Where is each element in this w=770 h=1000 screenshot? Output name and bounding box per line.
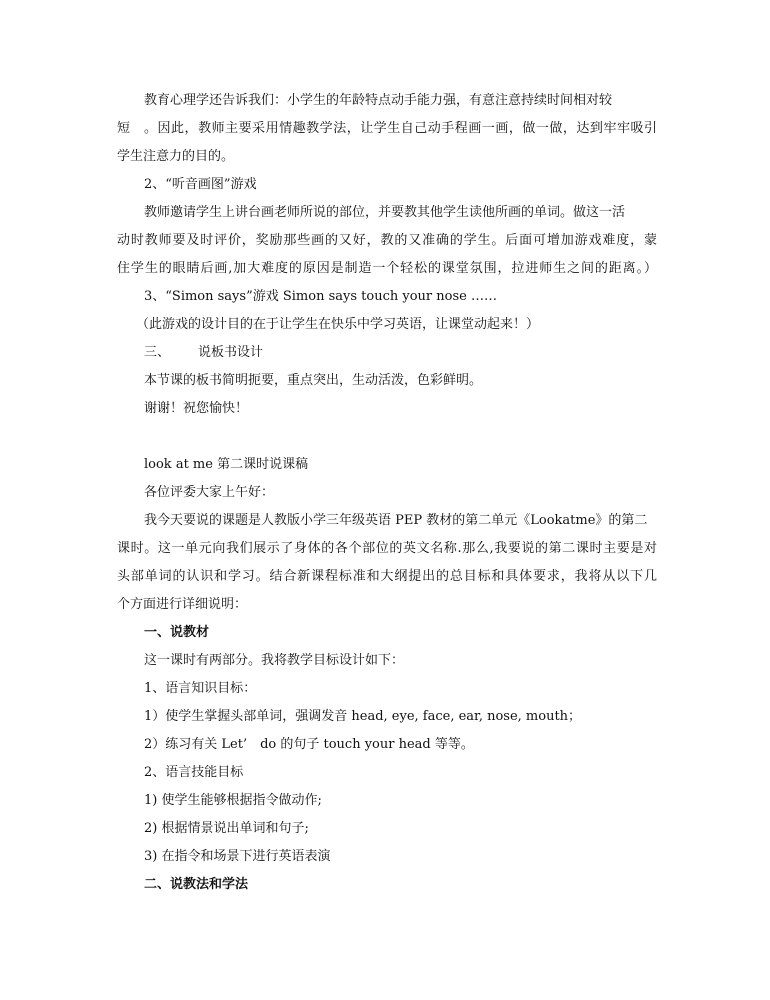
list-item: 1）使学生掌握头部单词，强调发音 head, eye, face, ear, nose, mouth； <box>144 709 582 724</box>
section-heading: 3、“Simon says”游戏 Simon says touch your nose …… <box>144 289 497 304</box>
section-heading: 2、“听音画图”游戏 <box>144 177 257 192</box>
section-heading: 一、说教材 <box>144 625 210 640</box>
section-number: 三、 <box>144 345 171 360</box>
paragraph-line: 这一课时有两部分。我将教学目标设计如下： <box>144 653 405 668</box>
paragraph-line: 学生注意力的目的。 <box>117 149 235 164</box>
greeting-line: 各位评委大家上午好： <box>144 485 275 500</box>
paragraph-line: 头部单词的认识和学习。结合新课程标准和大纲提出的总目标和具体要求，我将从以下几 <box>117 569 657 584</box>
section-title: 说板书设计 <box>198 345 264 360</box>
paragraph-line: 动时教师要及时评价，奖励那些画的又好，教的又准确的学生。后面可增加游戏难度，蒙 <box>117 233 657 248</box>
paragraph-line: 课时。这一单元向我们展示了身体的各个部位的英文名称.那么,我要说的第二课时主要是对 <box>117 541 657 556</box>
list-item: 1) 使学生能够根据指令做动作; <box>144 793 322 808</box>
section-heading: 二、说教法和学法 <box>144 877 249 892</box>
paragraph-line: 我今天要说的课题是人教版小学三年级英语 PEP 教材的第二单元《Lookatme》的第二 <box>144 513 648 528</box>
document-title: look at me 第二课时说课稿 <box>144 457 309 472</box>
paragraph-line: （此游戏的设计目的在于让学生在快乐中学习英语，让课堂动起来！） <box>136 317 540 332</box>
paragraph-line: 本节课的板书简明扼要，重点突出，生动活泼，色彩鲜明。 <box>144 373 483 388</box>
paragraph-line: 住学生的眼睛后画,加大难度的原因是制造一个轻松的课堂氛围，拉进师生之间的距离。） <box>117 261 657 276</box>
list-heading: 1、语言知识目标： <box>144 681 257 696</box>
list-item: 2）练习有关 Let’ do 的句子 touch your head 等等。 <box>144 737 474 752</box>
list-item: 2) 根据情景说出单词和句子; <box>144 821 309 836</box>
closing-line: 谢谢！祝您愉快！ <box>144 401 249 416</box>
list-heading: 2、语言技能目标 <box>144 765 244 780</box>
paragraph-line: 个方面进行详细说明： <box>117 597 248 612</box>
section-heading <box>144 344 689 362</box>
paragraph-line: 教育心理学还告诉我们：小学生的年龄特点动手能力强，有意注意持续时间相对较 <box>144 93 613 108</box>
paragraph-line: 短 。因此，教师主要采用情趣教学法，让学生自己动手程画一画，做一做，达到牢牢吸引 <box>117 121 657 136</box>
paragraph-line: 教师邀请学生上讲台画老师所说的部位，并要教其他学生读他所画的单词。做这一活 <box>144 205 626 220</box>
list-item: 3) 在指令和场景下进行英语表演 <box>144 849 331 864</box>
